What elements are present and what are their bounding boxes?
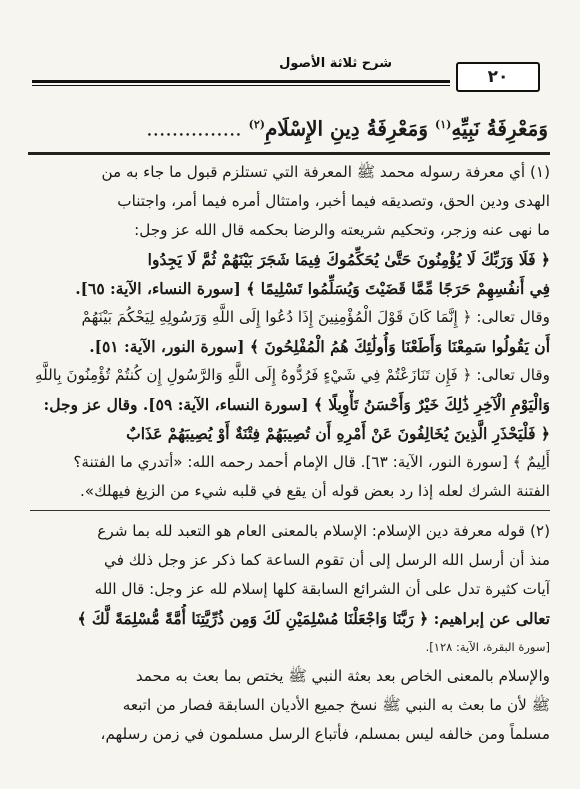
footnote-line: الهدى ودين الحق، وتصديقه فيما أخبر، وامتثال أمره فيما أمر، واجتناب — [117, 192, 550, 210]
footnote-mark-1: (١) — [434, 118, 452, 131]
footnotes — [30, 158, 550, 749]
footnote-line: الفتنة الشرك لعله إذا رد بعض قوله أن يقع في قلبه شيء من الزيغ فيهلك». — [79, 482, 550, 500]
quran-verse-line: وَالْيَوْمِ الْآخِرِ ذَٰلِكَ خَيْرٌ وَأَحْسَنُ تَأْوِيلًا ﴾ [سورة النساء، الآية: ٥٩]. وقال عز وجل: — [43, 395, 550, 414]
footnote-line: ما نهى عنه وزجر، وتحكيم شريعته والرضا بحكمه قال الله عز وجل: — [134, 221, 550, 239]
footnote-mark-2: (٢) — [248, 118, 265, 131]
header-rule-thin — [32, 85, 450, 86]
main-text-dots: ............... — [146, 116, 242, 141]
footnote-2 — [30, 517, 550, 749]
footnote-line: آيات كثيرة تدل على أن الشرائع السابقة كلها إسلام لله عز وجل: قال الله — [94, 580, 550, 598]
footnote-line: ﷺ لأن ما بعث به النبي ﷺ نسخ جميع الأديان السابقة فصار من اتبعه — [122, 696, 550, 714]
footnote-divider — [28, 152, 550, 155]
quran-verse-line: تعالى عن إبراهيم: ﴿ رَبَّنَا وَاجْعَلْنَا مُسْلِمَيْنِ لَكَ وَمِن ذُرِّيَّتِنَا أُمَّةً مُّسْلِمَةً لَّكَ ﴾ — [77, 609, 550, 628]
quran-verse-line: فِي أَنفُسِهِمْ حَرَجًا مِّمَّا قَضَيْتَ وَيُسَلِّمُوا تَسْلِيمًا ﴾ [سورة النساء، الآية: ٦٥]. — [75, 279, 550, 298]
footnote-line: والإسلام بالمعنى الخاص بعد بعثة النبي ﷺ يختص بما بعث به محمد — [135, 667, 550, 685]
verse-citation: [سورة البقرة، الآية: ١٢٨]. — [425, 640, 550, 654]
main-text-line — [32, 108, 548, 142]
quran-verse-line: أَن يَقُولُوا سَمِعْنَا وَأَطَعْنَا وَأُولَٰئِكَ هُمُ الْمُفْلِحُونَ ﴾ [سورة النور، الآية: ٥١]. — [89, 337, 550, 356]
quran-verse-line: ﴿ فَلْيَحْذَرِ الَّذِينَ يُخَالِفُونَ عَنْ أَمْرِهِ أَن تُصِيبَهُمْ فِتْنَةٌ أَوْ يُصِيبَهُمْ عَذَابٌ — [126, 424, 550, 443]
footnote-line: (١) أي معرفة رسوله محمد ﷺ المعرفة التي تستلزم قبول ما جاء به من — [101, 163, 550, 181]
footnote-1 — [30, 158, 550, 506]
footnote-line: (٢) قوله معرفة دين الإسلام: الإسلام بالمعنى العام هو التعبد لله بما شرع — [97, 522, 550, 540]
page-number: ٢٠ — [456, 62, 540, 92]
page-header — [32, 52, 540, 90]
quran-verse-line: ﴿ فَلَا وَرَبِّكَ لَا يُؤْمِنُونَ حَتَّىٰ يُحَكِّمُوكَ فِيمَا شَجَرَ بَيْنَهُمْ ثُمَّ لَا يَجِدُوا — [147, 250, 550, 269]
book-title: شرح ثلاثة الأصول — [279, 56, 392, 71]
footnote-line: وقال تعالى: ﴿ إِنَّمَا كَانَ قَوْلَ الْمُؤْمِنِينَ إِذَا دُعُوا إِلَى اللَّهِ وَرَسُولِهِ لِيَحْكُمَ بَيْنَهُمْ — [81, 308, 550, 326]
footnote-line: أَلِيمٌ ﴾ [سورة النور، الآية: ٦٣]. قال الإمام أحمد رحمه الله: «أتدري ما الفتنة؟ — [73, 453, 550, 471]
main-text-part2: وَمَعْرِفَةُ دِينِ الإِسْلَامِ — [265, 116, 428, 141]
main-text-part1: وَمَعْرِفَةُ نَبِيِّهِ — [451, 116, 548, 141]
header-rule-thick — [32, 80, 450, 83]
footnote-line: وقال تعالى: ﴿ فَإِن تَنَازَعْتُمْ فِي شَيْءٍ فَرُدُّوهُ إِلَى اللَّهِ وَالرَّسُولِ إِن كُنتُمْ تُؤْمِنُونَ بِاللَّهِ — [34, 366, 550, 384]
footnote-separator — [30, 510, 550, 511]
footnote-line: مسلماً ومن خالفه ليس بمسلم، فأتباع الرسل مسلمون في زمن رسلهم، — [100, 725, 550, 743]
footnote-line: منذ أن أرسل الله الرسل إلى أن تقوم الساعة كما ذكر عز وجل ذلك في — [104, 551, 550, 569]
